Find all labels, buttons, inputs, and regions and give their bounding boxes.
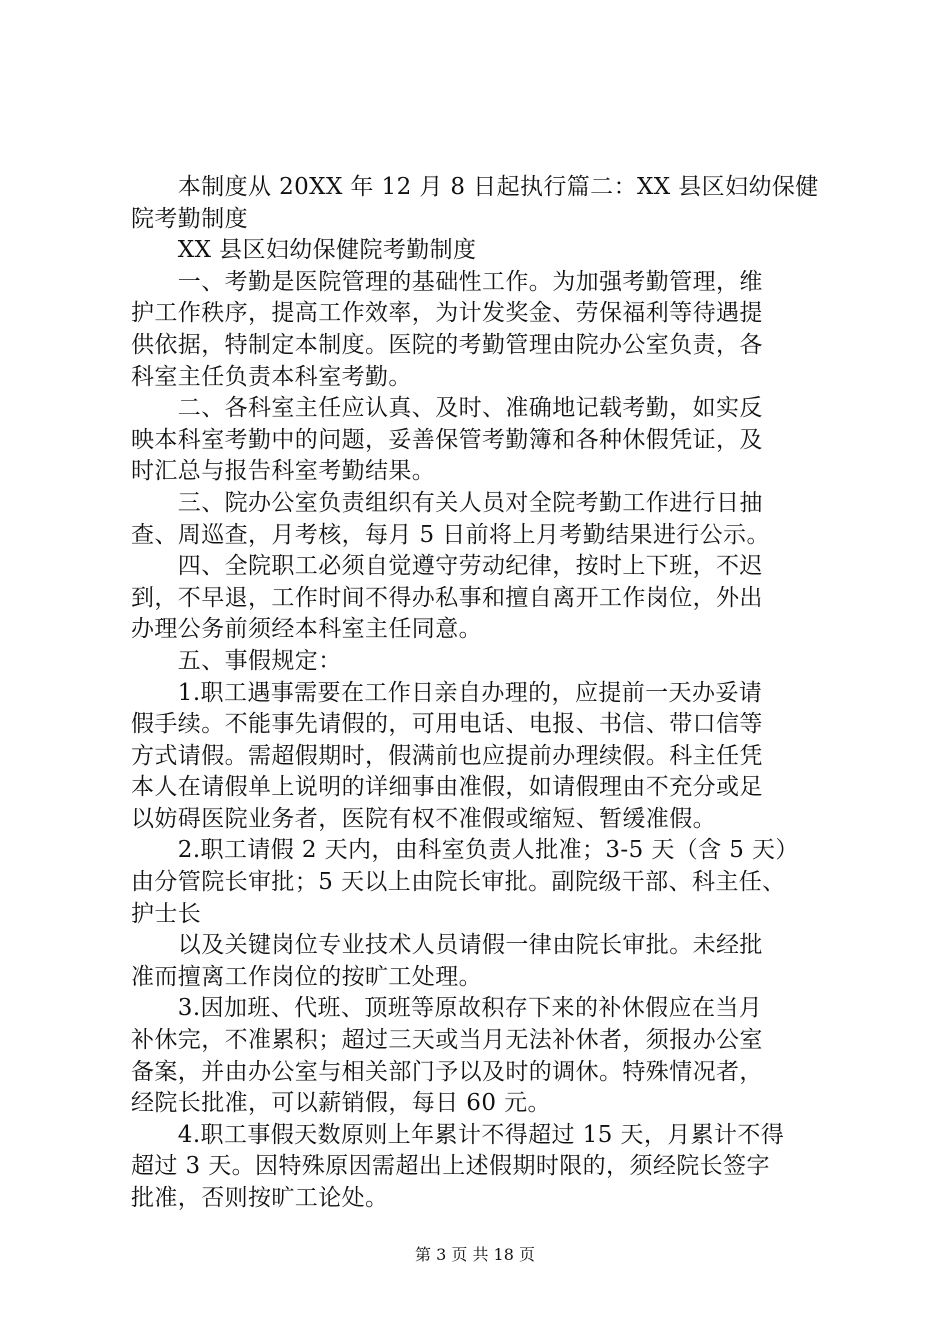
text-line: 备案，并由办公室与相关部门予以及时的调休。特殊情况者， [131,1058,763,1085]
text-line: 假手续。不能事先请假的，可用电话、电报、书信、带口信等 [131,711,763,738]
text-line: 供依据，特制定本制度。医院的考勤管理由院办公室负责，各 [131,331,763,358]
text-line: 二、各科室主任应认真、及时、准确地记载考勤，如实反 [131,395,763,422]
text-line: 四、全院职工必须自觉遵守劳动纪律，按时上下班，不迟 [131,553,763,580]
text-line: 批准，否则按旷工论处。 [131,1185,389,1211]
text-line: 3.因加班、代班、顶班等原故积存下来的补休假应在当月 [131,995,763,1022]
page-number-footer: 第 3 页 共 18 页 [415,1245,535,1264]
text-line: 办理公务前须经本科室主任同意。 [131,616,482,643]
text-line: 以及关键岗位专业技术人员请假一律由院长审批。未经批 [131,932,763,959]
text-line: XX 县区妇幼保健院考勤制度 [131,237,477,264]
text-line: 1.职工遇事需要在工作日亲自办理的，应提前一天办妥请 [131,679,763,706]
text-line: 三、院办公室负责组织有关人员对全院考勤工作进行日抽 [131,489,763,516]
text-line: 一、考勤是医院管理的基础性工作。为加强考勤管理，维 [131,268,763,295]
text-line: 院考勤制度 [131,205,248,232]
text-line: 方式请假。需超假期时，假满前也应提前办理续假。科主任凭 [131,742,763,769]
text-line: 超过 3 天。因特殊原因需超出上述假期时限的，须经院长签字 [131,1153,770,1180]
text-line: 映本科室考勤中的问题，妥善保管考勤簿和各种休假凭证，及 [131,426,763,453]
text-line: 五、事假规定： [131,647,342,674]
text-line: 4.职工事假天数原则上年累计不得超过 15 天，月累计不得 [131,1121,785,1148]
text-line: 查、周巡查，月考核，每月 5 日前将上月考勤结果进行公示。 [131,521,770,548]
text-line: 由分管院长审批；5 天以上由院长审批。副院级干部、科主任、 [131,869,786,896]
text-line: 准而擅离工作岗位的按旷工处理。 [131,963,482,990]
text-line: 补休完，不准累积；超过三天或当月无法补休者，须报办公室 [131,1027,763,1054]
text-line: 到，不早退，工作时间不得办私事和擅自离开工作岗位，外出 [131,584,763,611]
text-line: 以妨碍医院业务者，医院有权不准假或缩短、暂缓准假。 [131,805,716,832]
text-line: 本人在请假单上说明的详细事由准假，如请假理由不充分或足 [131,774,763,801]
text-line: 时汇总与报告科室考勤结果。 [131,458,436,485]
text-line: 经院长批准，可以薪销假，每日 60 元。 [131,1090,551,1117]
text-line: 本制度从 20XX 年 12 月 8 日起执行篇二：XX 县区妇幼保健 [131,174,819,200]
text-line: 护士长 [131,900,202,927]
text-line: 2.职工请假 2 天内，由科室负责人批准；3-5 天（含 5 天） [131,837,799,864]
document-body [131,172,831,1215]
text-line: 护工作秩序，提高工作效率，为计发奖金、劳保福利等待遇提 [131,300,763,327]
text-line: 科室主任负责本科室考勤。 [131,363,412,390]
